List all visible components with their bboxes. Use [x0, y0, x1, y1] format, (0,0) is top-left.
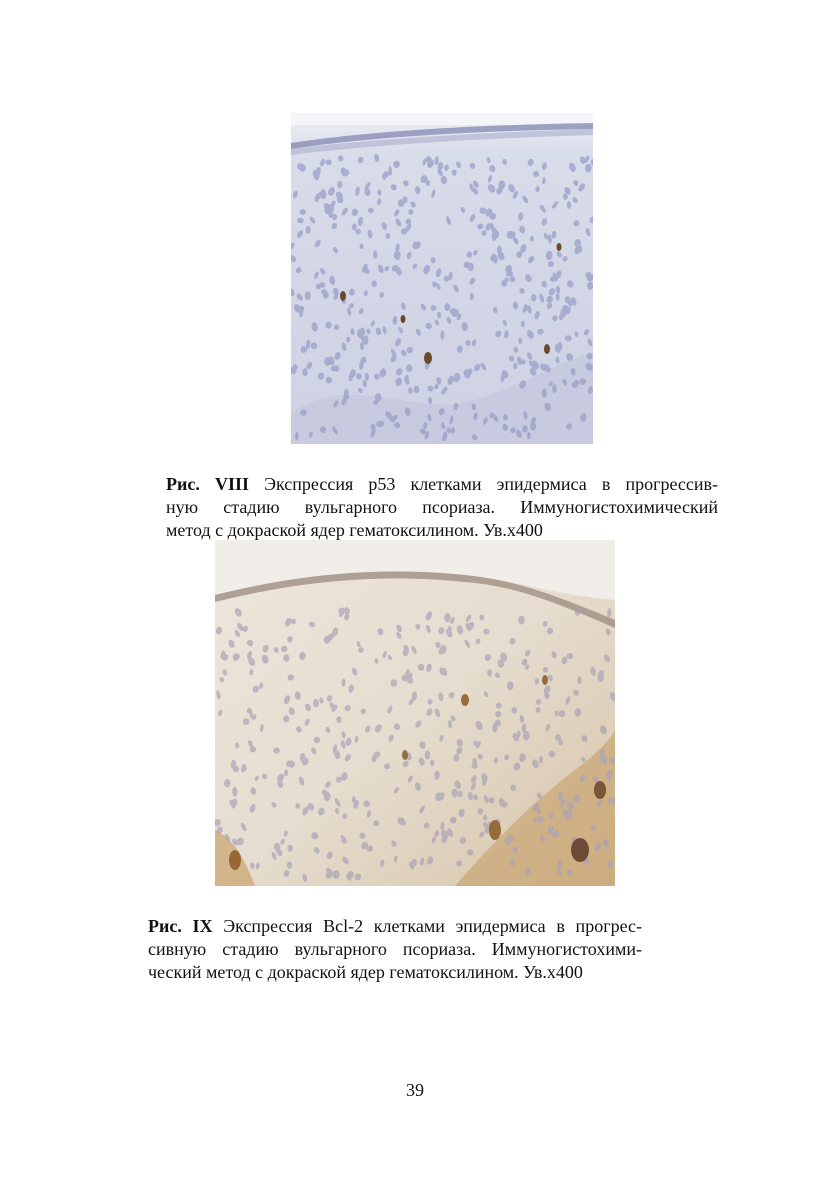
cell-nucleus	[425, 750, 431, 759]
caption-line: метод с докраской ядер гематоксилином. Ув.х400	[166, 520, 543, 540]
cell-nucleus	[426, 180, 430, 186]
micrograph-p53	[291, 113, 593, 444]
cell-nucleus	[432, 281, 436, 287]
caption-line: ческий метод с докраской ядер гематоксилином. Ув.х400	[148, 962, 583, 982]
cell-nucleus	[360, 327, 365, 336]
caption-text: Экспрессия р53 клетками эпидермиса в прогрессив-	[248, 474, 718, 494]
figure-caption-viii	[166, 473, 718, 542]
caption-text: Экспрессия Bcl-2 клетками эпидермиса в прогрес-	[212, 916, 642, 936]
cell-nucleus	[440, 822, 444, 830]
caption-line: ную стадию вульгарного псориаза. Иммуногистохимический	[166, 497, 718, 517]
micrograph-bcl2	[215, 540, 615, 886]
cell-nucleus	[287, 862, 292, 869]
micrograph-bcl2-image	[215, 540, 615, 886]
cell-nucleus	[539, 756, 543, 764]
micrograph-p53-image	[291, 113, 593, 444]
caption-label: Рис. VIII	[166, 474, 249, 494]
cell-nucleus	[593, 777, 599, 783]
caption-line	[166, 473, 718, 496]
caption-line	[148, 915, 642, 938]
figure-caption-ix	[148, 915, 642, 984]
caption-label: Рис. IX	[148, 916, 213, 936]
caption-line: сивную стадию вульгарного псориаза. Иммуногистохими-	[148, 939, 642, 959]
cell-nucleus	[501, 802, 507, 808]
cell-nucleus	[374, 374, 380, 380]
cell-nucleus	[454, 754, 460, 761]
page-number: 39	[406, 1080, 424, 1100]
